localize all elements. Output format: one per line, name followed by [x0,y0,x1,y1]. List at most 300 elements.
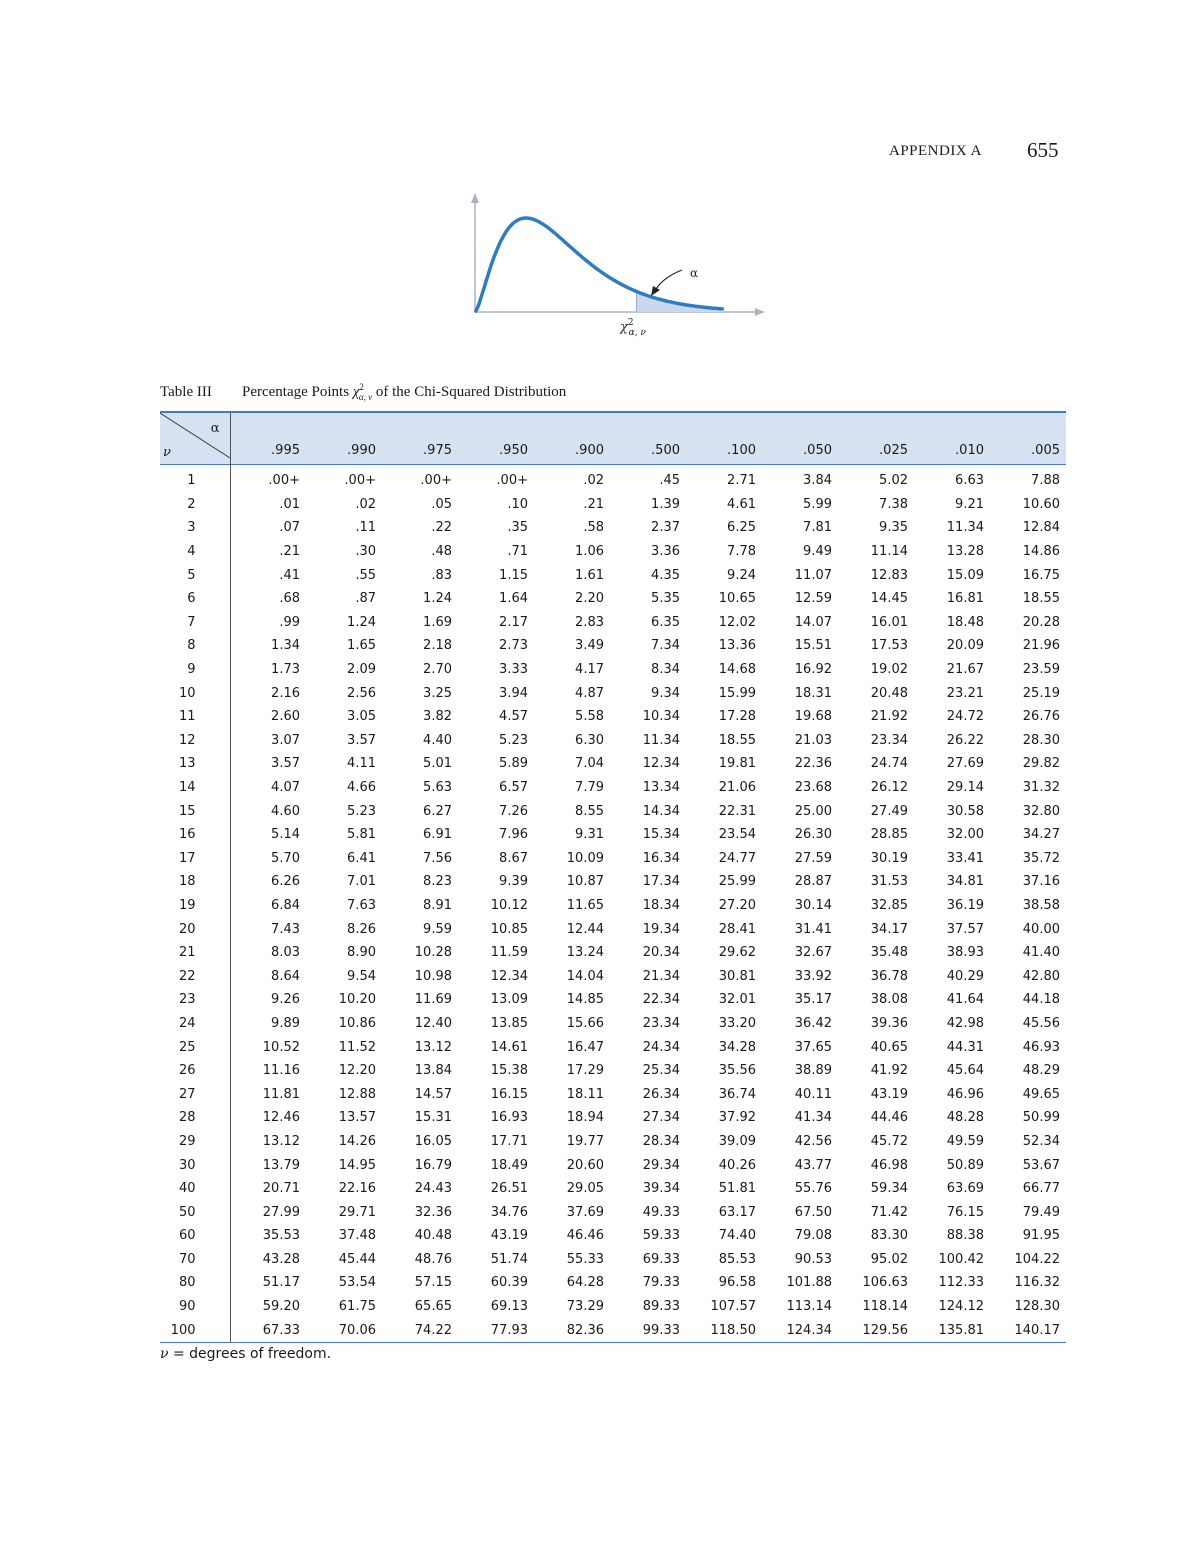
dof-cell: 60 [160,1224,230,1248]
value-cell: 10.86 [338,1015,376,1031]
value-cell: 140.17 [1014,1322,1060,1338]
value-cell: 79.33 [642,1275,680,1291]
value-cell: 3.25 [423,685,452,701]
table-row [160,634,1066,658]
value-cell: 63.69 [946,1181,984,1197]
value-cell: 32.36 [414,1204,452,1220]
value-cell: 5.35 [651,591,680,607]
value-cell: 51.74 [490,1251,528,1267]
value-cell: 26.12 [870,780,908,796]
value-cell: 3.07 [271,732,300,748]
table-row [160,1153,1066,1177]
value-cell: 49.33 [642,1204,680,1220]
value-cell: 9.89 [271,1015,300,1031]
value-cell: 1.65 [347,638,376,654]
value-cell: 20.48 [870,685,908,701]
value-cell: 38.89 [794,1063,832,1079]
table-caption [160,384,566,401]
table-row [160,988,1066,1012]
value-cell: 18.31 [794,685,832,701]
value-cell: 51.81 [718,1181,756,1197]
value-cell: 38.08 [870,992,908,1008]
table-row [160,894,1066,918]
value-cell: 22.31 [718,803,756,819]
value-cell: 2.60 [271,709,300,725]
value-cell: 16.75 [1022,567,1060,583]
value-cell: 2.37 [651,520,680,536]
value-cell: 11.59 [490,945,528,961]
value-cell: 16.05 [414,1133,452,1149]
value-cell: 34.76 [490,1204,528,1220]
value-cell: 25.19 [1022,685,1060,701]
value-cell: 69.13 [490,1299,528,1315]
value-cell: 27.99 [262,1204,300,1220]
value-cell: 1.73 [271,662,300,678]
value-cell: 40.26 [718,1157,756,1173]
value-cell: 2.20 [575,591,604,607]
value-cell: 61.75 [338,1299,376,1315]
value-cell: 107.57 [710,1299,756,1315]
value-cell: 31.53 [870,874,908,890]
value-cell: 28.85 [870,827,908,843]
value-cell: 6.26 [271,874,300,890]
value-cell: 44.46 [870,1110,908,1126]
value-cell: 49.59 [946,1133,984,1149]
table-row [160,1035,1066,1059]
value-cell: 37.57 [946,921,984,937]
value-cell: 118.50 [710,1322,756,1338]
value-cell: 7.56 [423,850,452,866]
value-cell: 11.81 [262,1086,300,1102]
value-cell: 9.54 [347,968,376,984]
value-cell: 12.44 [566,921,604,937]
value-cell: 16.15 [490,1086,528,1102]
value-cell: 8.23 [423,874,452,890]
value-cell: 11.14 [870,544,908,560]
value-cell: 19.34 [642,921,680,937]
value-cell: 55.76 [794,1181,832,1197]
table-row [160,1106,1066,1130]
value-cell: 27.49 [870,803,908,819]
value-cell: 15.31 [414,1110,452,1126]
value-cell: 67.50 [794,1204,832,1220]
value-cell: 14.68 [718,662,756,678]
dof-cell: 4 [160,540,230,564]
alpha-header: .005 [1031,443,1060,458]
value-cell: 2.71 [727,473,756,489]
value-cell: 51.17 [262,1275,300,1291]
value-cell: 37.69 [566,1204,604,1220]
table-row [160,1224,1066,1248]
value-cell: 24.43 [414,1181,452,1197]
value-cell: .05 [431,496,452,512]
table-row [160,540,1066,564]
value-cell: 36.42 [794,1015,832,1031]
dof-cell: 70 [160,1248,230,1272]
value-cell: 7.01 [347,874,376,890]
value-cell: .35 [507,520,528,536]
value-cell: 2.17 [499,614,528,630]
value-cell: 40.48 [414,1228,452,1244]
value-cell: .02 [583,473,604,489]
value-cell: 17.71 [490,1133,528,1149]
dof-cell: 8 [160,634,230,658]
value-cell: 113.14 [786,1299,832,1315]
corner-alpha-label: α [210,421,220,436]
value-cell: 27.69 [946,756,984,772]
value-cell: 2.16 [271,685,300,701]
value-cell: 71.42 [870,1204,908,1220]
value-cell: 12.34 [642,756,680,772]
value-cell: 19.02 [870,662,908,678]
value-cell: .01 [279,496,300,512]
value-cell: 7.34 [651,638,680,654]
chi-superscript: 2 [627,318,634,328]
value-cell: .21 [279,544,300,560]
value-cell: 30.14 [794,897,832,913]
value-cell: 53.54 [338,1275,376,1291]
value-cell: 24.77 [718,850,756,866]
alpha-header: .010 [955,443,984,458]
alpha-arrow-head-icon [651,286,660,296]
value-cell: 6.57 [499,780,528,796]
table-row [160,1200,1066,1224]
table-row [160,1012,1066,1036]
value-cell: 100.42 [938,1251,984,1267]
value-cell: 9.39 [499,874,528,890]
value-cell: 35.53 [262,1228,300,1244]
value-cell: 36.74 [718,1086,756,1102]
value-cell: 29.05 [566,1181,604,1197]
value-cell: 27.20 [718,897,756,913]
value-cell: 5.01 [423,756,452,772]
value-cell: 23.21 [946,685,984,701]
value-cell: 101.88 [786,1275,832,1291]
value-cell: 4.87 [575,685,604,701]
value-cell: 11.16 [262,1063,300,1079]
value-cell: 31.41 [794,921,832,937]
value-cell: 17.53 [870,638,908,654]
value-cell: 9.31 [575,827,604,843]
value-cell: 1.24 [347,614,376,630]
value-cell: 5.23 [499,732,528,748]
value-cell: 1.39 [651,496,680,512]
value-cell: 29.62 [718,945,756,961]
table-body [160,465,1066,1343]
table-label: Table III [160,384,212,400]
table-row [160,1177,1066,1201]
dof-cell: 24 [160,1012,230,1036]
value-cell: 41.64 [946,992,984,1008]
value-cell: 59.34 [870,1181,908,1197]
value-cell: 10.34 [642,709,680,725]
value-cell: .02 [355,496,376,512]
dof-cell: 14 [160,776,230,800]
table-row [160,941,1066,965]
value-cell: 112.33 [938,1275,984,1291]
value-cell: 41.34 [794,1110,832,1126]
table-row [160,752,1066,776]
alpha-header-row [160,412,1066,465]
value-cell: 12.59 [794,591,832,607]
value-cell: 82.36 [566,1322,604,1338]
value-cell: 70.06 [338,1322,376,1338]
value-cell: .21 [583,496,604,512]
value-cell: 52.34 [1022,1133,1060,1149]
dof-cell: 1 [160,465,230,493]
table-row [160,516,1066,540]
value-cell: .87 [355,591,376,607]
value-cell: 26.51 [490,1181,528,1197]
value-cell: 29.71 [338,1204,376,1220]
value-cell: 24.74 [870,756,908,772]
value-cell: 25.99 [718,874,756,890]
value-cell: 21.03 [794,732,832,748]
chi-subscript: α, ν [628,328,646,338]
value-cell: 13.85 [490,1015,528,1031]
value-cell: 30.81 [718,968,756,984]
corner-nu-label: ν [163,445,171,460]
value-cell: 16.01 [870,614,908,630]
value-cell: 74.22 [414,1322,452,1338]
value-cell: 5.99 [803,496,832,512]
value-cell: 65.65 [414,1299,452,1315]
value-cell: 18.34 [642,897,680,913]
value-cell: 20.28 [1022,614,1060,630]
value-cell: 13.09 [490,992,528,1008]
value-cell: 45.56 [1022,1015,1060,1031]
value-cell: 63.17 [718,1204,756,1220]
value-cell: 37.65 [794,1039,832,1055]
dof-cell: 13 [160,752,230,776]
value-cell: 3.05 [347,709,376,725]
value-cell: 19.81 [718,756,756,772]
alpha-header: .950 [499,443,528,458]
value-cell: .68 [279,591,300,607]
alpha-header: .995 [271,443,300,458]
value-cell: 48.28 [946,1110,984,1126]
table-row [160,917,1066,941]
value-cell: 3.49 [575,638,604,654]
value-cell: 50.99 [1022,1110,1060,1126]
x-axis-arrow-icon [755,308,765,316]
value-cell: 106.63 [862,1275,908,1291]
value-cell: 32.85 [870,897,908,913]
value-cell: 3.84 [803,473,832,489]
dof-cell: 19 [160,894,230,918]
value-cell: 118.14 [862,1299,908,1315]
value-cell: 7.88 [1031,473,1060,489]
table-row [160,658,1066,682]
alpha-header: .025 [879,443,908,458]
value-cell: .00+ [420,473,452,489]
value-cell: 3.36 [651,544,680,560]
caption-chi-symbol: χ [352,384,360,400]
value-cell: 32.01 [718,992,756,1008]
table-row [160,870,1066,894]
value-cell: 5.58 [575,709,604,725]
table-row [160,776,1066,800]
value-cell: 48.76 [414,1251,452,1267]
value-cell: 7.78 [727,544,756,560]
value-cell: 5.81 [347,827,376,843]
value-cell: 26.34 [642,1086,680,1102]
value-cell: 26.30 [794,827,832,843]
value-cell: 18.11 [566,1086,604,1102]
value-cell: 20.34 [642,945,680,961]
table-row [160,465,1066,493]
dof-cell: 16 [160,823,230,847]
value-cell: 23.68 [794,780,832,796]
value-cell: 23.59 [1022,662,1060,678]
chi-squared-table [160,411,1066,1343]
value-cell: 24.72 [946,709,984,725]
value-cell: 76.15 [946,1204,984,1220]
value-cell: 3.57 [271,756,300,772]
value-cell: .71 [507,544,528,560]
table-row [160,964,1066,988]
table-row [160,823,1066,847]
value-cell: 9.34 [651,685,680,701]
value-cell: 9.49 [803,544,832,560]
alpha-header: .975 [423,443,452,458]
value-cell: 25.34 [642,1063,680,1079]
value-cell: 18.48 [946,614,984,630]
dof-cell: 12 [160,729,230,753]
value-cell: 21.67 [946,662,984,678]
value-cell: 6.63 [955,473,984,489]
dof-cell: 23 [160,988,230,1012]
running-header: APPENDIX A [889,143,982,159]
value-cell: 4.07 [271,780,300,796]
value-cell: 2.73 [499,638,528,654]
value-cell: 20.71 [262,1181,300,1197]
value-cell: 10.20 [338,992,376,1008]
value-cell: 17.34 [642,874,680,890]
dof-cell: 22 [160,964,230,988]
value-cell: 1.15 [499,567,528,583]
page-number: 655 [1027,138,1059,162]
value-cell: .30 [355,544,376,560]
value-cell: 1.34 [271,638,300,654]
value-cell: 5.63 [423,780,452,796]
value-cell: 20.60 [566,1157,604,1173]
value-cell: 16.81 [946,591,984,607]
value-cell: 6.25 [727,520,756,536]
value-cell: 7.79 [575,780,604,796]
value-cell: 41.92 [870,1063,908,1079]
value-cell: .11 [355,520,376,536]
value-cell: 46.93 [1022,1039,1060,1055]
value-cell: 91.95 [1022,1228,1060,1244]
value-cell: 39.36 [870,1015,908,1031]
value-cell: 1.64 [499,591,528,607]
value-cell: 44.18 [1022,992,1060,1008]
value-cell: 4.35 [651,567,680,583]
dof-cell: 100 [160,1318,230,1342]
value-cell: .07 [279,520,300,536]
value-cell: 128.30 [1014,1299,1060,1315]
value-cell: 28.41 [718,921,756,937]
value-cell: 60.39 [490,1275,528,1291]
value-cell: 1.06 [575,544,604,560]
caption-chi-superscript: 2 [359,382,364,392]
value-cell: 46.46 [566,1228,604,1244]
value-cell: 66.77 [1022,1181,1060,1197]
value-cell: 129.56 [862,1322,908,1338]
table-row [160,611,1066,635]
value-cell: 6.27 [423,803,452,819]
value-cell: 42.80 [1022,968,1060,984]
value-cell: 21.96 [1022,638,1060,654]
value-cell: 5.23 [347,803,376,819]
value-cell: 2.70 [423,662,452,678]
value-cell: 8.67 [499,850,528,866]
dof-cell: 30 [160,1153,230,1177]
value-cell: 73.29 [566,1299,604,1315]
value-cell: 11.34 [642,732,680,748]
value-cell: 9.24 [727,567,756,583]
value-cell: 16.79 [414,1157,452,1173]
dof-cell: 2 [160,493,230,517]
value-cell: 32.00 [946,827,984,843]
value-cell: 13.57 [338,1110,376,1126]
value-cell: 46.96 [946,1086,984,1102]
value-cell: 88.38 [946,1228,984,1244]
value-cell: 7.81 [803,520,832,536]
alpha-header: .100 [727,443,756,458]
value-cell: 59.33 [642,1228,680,1244]
dof-cell: 6 [160,587,230,611]
table-row [160,1130,1066,1154]
dof-cell: 7 [160,611,230,635]
value-cell: 22.36 [794,756,832,772]
value-cell: 7.96 [499,827,528,843]
value-cell: 2.83 [575,614,604,630]
value-cell: 79.08 [794,1228,832,1244]
value-cell: 55.33 [566,1251,604,1267]
value-cell: 37.48 [338,1228,376,1244]
value-cell: 15.51 [794,638,832,654]
table-row [160,1295,1066,1319]
value-cell: .10 [507,496,528,512]
value-cell: 46.98 [870,1157,908,1173]
footnote [160,1346,331,1362]
value-cell: 41.40 [1022,945,1060,961]
value-cell: 90.53 [794,1251,832,1267]
value-cell: 124.12 [938,1299,984,1315]
value-cell: 1.69 [423,614,452,630]
value-cell: 28.34 [642,1133,680,1149]
dof-cell: 15 [160,799,230,823]
value-cell: .00+ [268,473,300,489]
value-cell: 8.03 [271,945,300,961]
value-cell: 25.00 [794,803,832,819]
dof-cell: 26 [160,1059,230,1083]
value-cell: 6.84 [271,897,300,913]
dof-cell: 3 [160,516,230,540]
value-cell: 10.09 [566,850,604,866]
value-cell: 3.33 [499,662,528,678]
value-cell: 5.70 [271,850,300,866]
caption-chi-subscript: α, ν [358,392,373,402]
value-cell: 6.30 [575,732,604,748]
table-row [160,1059,1066,1083]
value-cell: 38.93 [946,945,984,961]
value-cell: 13.84 [414,1063,452,1079]
dof-cell: 5 [160,563,230,587]
value-cell: 14.86 [1022,544,1060,560]
